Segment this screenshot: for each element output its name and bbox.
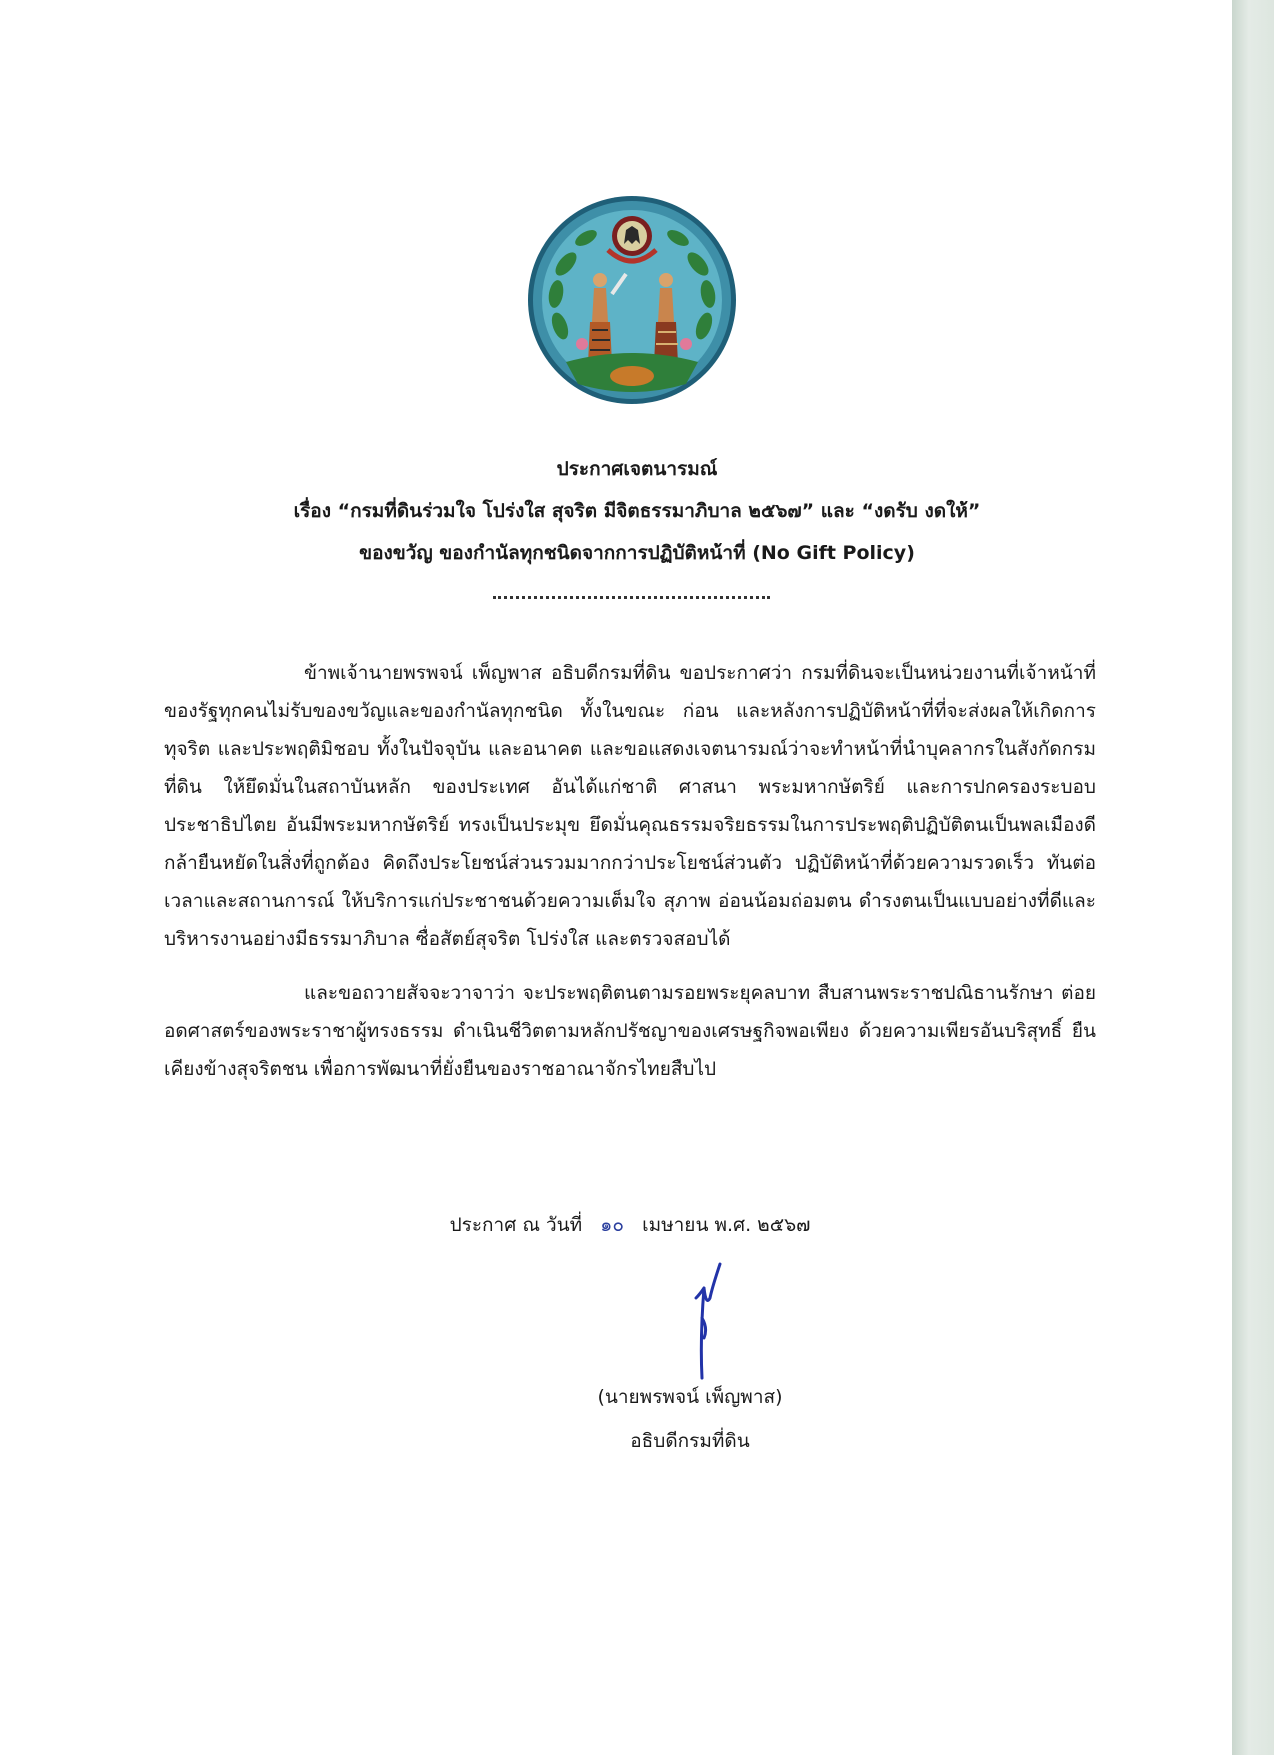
heading-title: ประกาศเจตนารมณ์: [556, 458, 718, 480]
announcement-date: [300, 1205, 960, 1245]
signatory-name: (นายพรพจน์ เพ็ญพาส): [597, 1386, 783, 1408]
heading-subject: เรื่อง “กรมที่ดินร่วมใจ โปร่งใส สุจริต มีจิตธรรมาภิบาล ๒๕๖๗” และ “งดรับ งดให้”: [293, 500, 981, 522]
scan-background-edge: [1232, 0, 1274, 1755]
date-day: ๑๐: [600, 1214, 624, 1236]
signatory-position: อธิบดีกรมที่ดิน: [630, 1430, 750, 1452]
dotted-divider: [493, 596, 770, 599]
body-paragraph-1: ข้าพเจ้านายพรพจน์ เพ็ญพาส อธิบดีกรมที่ดิน ขอประกาศว่า กรมที่ดินจะเป็นหน่วยงานที่เจ้าหน้าที่ของรัฐทุกคนไม่รับของขวัญและของกำนัลทุกชนิด ทั้งในขณะ ก่อน และหลังการปฏิบัติหน้าที่ที่จะส่งผลให้เกิดการทุจริต และประพฤติมิชอบ ทั้งในปัจจุบัน และอนาคต และขอแสดงเจตนารมณ์ว่าจะทำหน้าที่นำบุคลากรในสังกัดกรมที่ดิน ให้ยึดมั่นในสถาบันหลัก ของประเทศ อันได้แก่ชาติ ศาสนา พระมหากษัตริย์ และการปกครองระบอบประชาธิปไตย อันมีพระมหากษัตริย์ ทรงเป็นประมุข ยึดมั่นคุณธรรมจริยธรรมในการประพฤติปฏิบัติตนเป็นพลเมืองดี กล้ายืนหยัดในสิ่งที่ถูกต้อง คิดถึงประโยชน์ส่วนรวมมากกว่าประโยชน์ส่วนตัว ปฏิบัติหน้าที่ด้วยความรวดเร็ว ทันต่อเวลาและสถานการณ์ ให้บริการแก่ประชาชนด้วยความเต็มใจ สุภาพ อ่อนน้อมถ่อมตน ดำรงตนเป็นแบบอย่างที่ดีและบริหารงานอย่างมีธรรมาภิบาล ซื่อสัตย์สุจริต โปร่งใส และตรวจสอบได้: [164, 662, 1096, 950]
department-of-lands-seal: [526, 194, 738, 406]
announcement-body: [164, 654, 1096, 1104]
announcement-heading: [120, 448, 1154, 574]
body-paragraph-2: และขอถวายสัจจะวาจาว่า จะประพฤติตนตามรอยพระยุคลบาท สืบสานพระราชปณิธานรักษา ต่อยอดศาสตร์ของพระราชาผู้ทรงธรรม ดำเนินชีวิตตามหลักปรัชญาของเศรษฐกิจพอเพียง ด้วยความเพียรอันบริสุทธิ์ ยืนเคียงข้างสุจริตชน เพื่อการพัฒนาที่ยั่งยืนของราชอาณาจักรไทยสืบไป: [164, 982, 1096, 1080]
heading-subject-continued: ของขวัญ ของกำนัลทุกชนิดจากการปฏิบัติหน้าที่ (No Gift Policy): [359, 542, 915, 564]
date-month-year: เมษายน พ.ศ. ๒๕๖๗: [642, 1214, 811, 1236]
signatory-block: [540, 1375, 840, 1463]
date-prefix: ประกาศ ณ วันที่: [449, 1214, 583, 1236]
